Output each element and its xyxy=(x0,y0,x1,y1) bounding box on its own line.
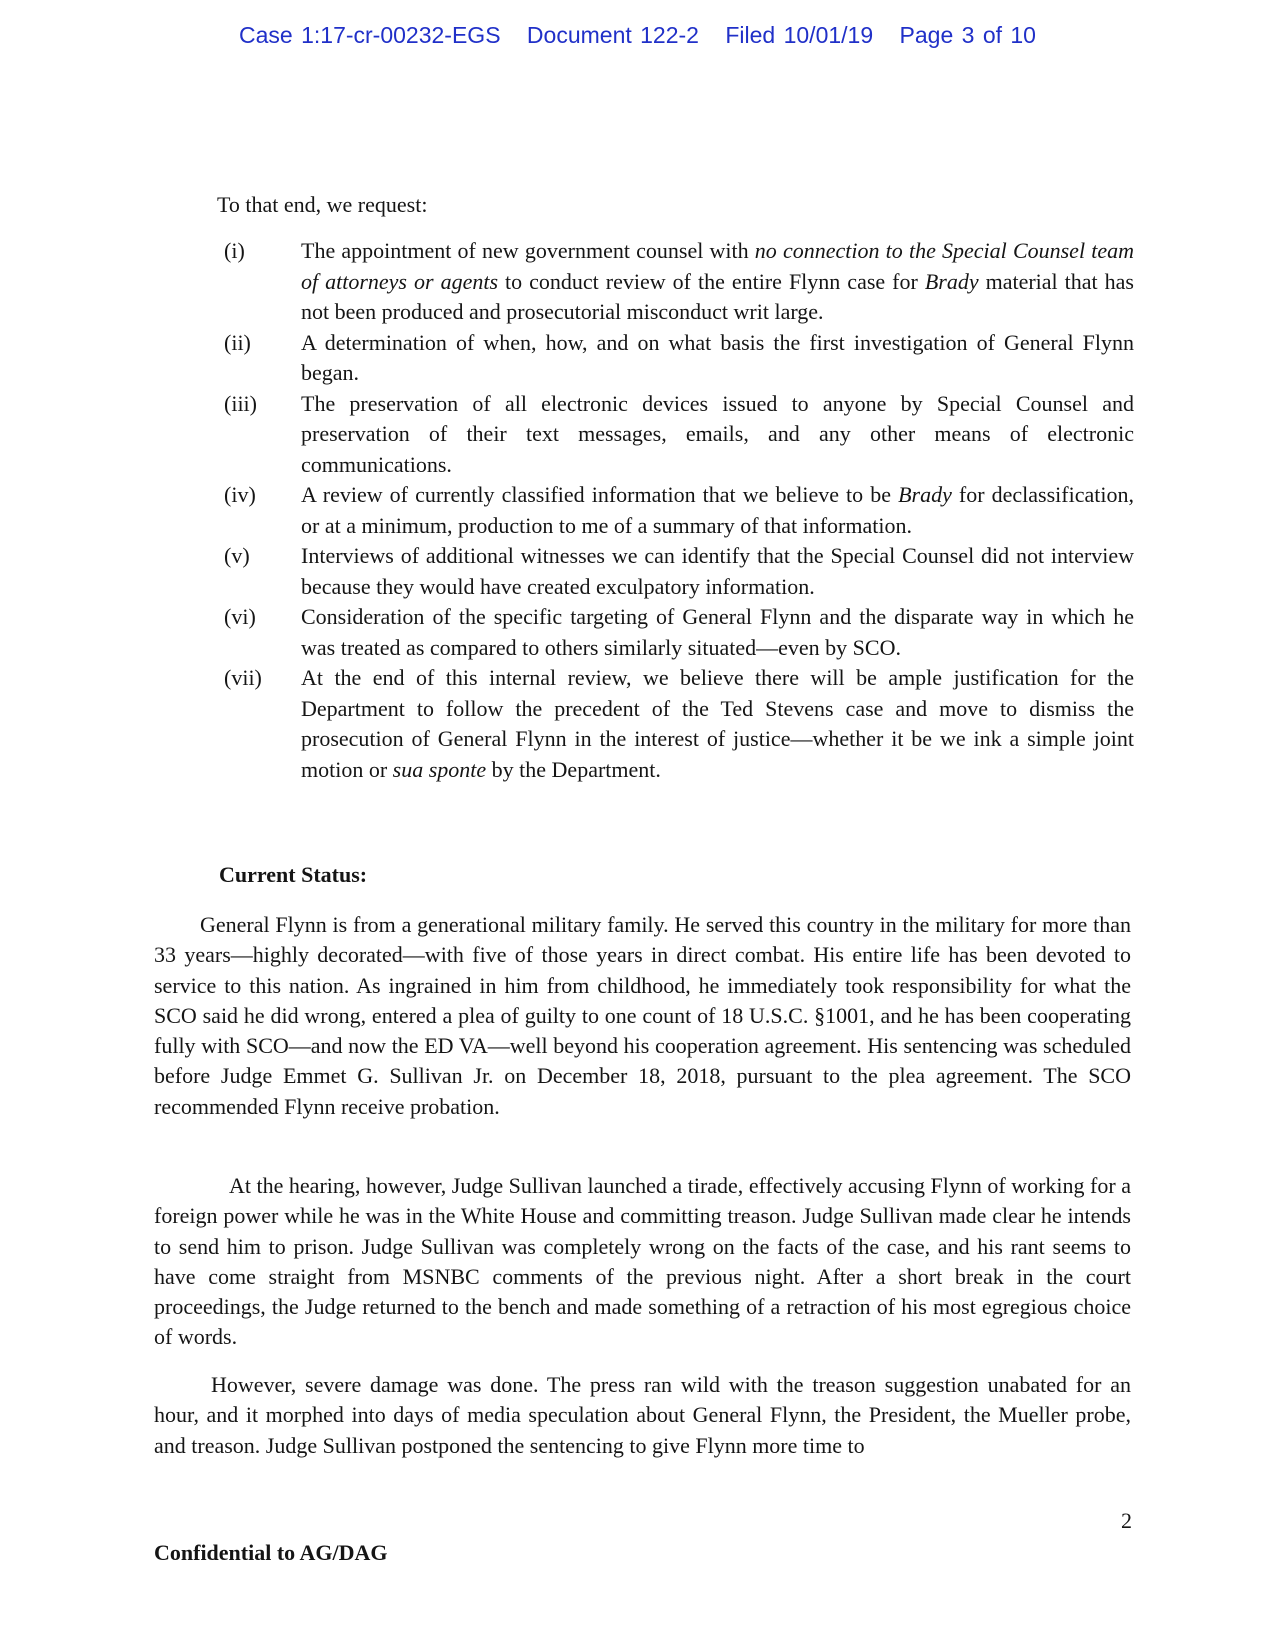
text-segment: for declassification, or at a minimum, production to me of a summary of that information. xyxy=(301,482,1134,538)
text-segment: At the end of this internal review, we believe there will be ample justification for the Department to follow the precedent of the Ted Stevens case and move to dismiss the prosecution of General Flynn in the interest of justice—whether it be we ink a simple joint motion or xyxy=(301,665,1134,782)
paragraph: However, severe damage was done. The press ran wild with the treason suggestion unabated for an hour, and it morphed into days of media speculation about General Flynn, the President, the Mueller probe, and treason. Judge Sullivan postponed the sentencing to give Flynn more time to xyxy=(154,1372,1131,1458)
request-number: (vii) xyxy=(224,665,262,690)
emphasis-text: sua sponte xyxy=(392,756,487,782)
request-item xyxy=(224,663,1134,785)
text-segment: A review of currently classified information that we believe to be xyxy=(301,482,899,507)
page-number: 2 xyxy=(1121,1508,1132,1533)
request-number: (iv) xyxy=(224,482,256,507)
text-segment: Consideration of the specific targeting of General Flynn and the disparate way in which he was treated as compared to others similarly situated—even by SCO. xyxy=(301,604,1134,660)
request-text xyxy=(301,541,1134,602)
request-text xyxy=(301,328,1134,389)
request-text xyxy=(301,663,1134,785)
document-number: Document 122-2 xyxy=(526,22,699,48)
filed-date: Filed 10/01/19 xyxy=(725,22,874,48)
request-list xyxy=(224,236,1134,785)
request-item xyxy=(224,389,1134,481)
text-segment: The appointment of new government counsel with xyxy=(301,238,755,263)
text-segment: Interviews of additional witnesses we can identify that the Special Counsel did not interview because they would have created exculpatory information. xyxy=(301,543,1134,599)
section-heading: Current Status: xyxy=(219,862,368,887)
request-item xyxy=(224,236,1134,328)
request-text xyxy=(301,236,1134,328)
request-item xyxy=(224,328,1134,389)
request-text xyxy=(301,480,1134,541)
request-number: (vi) xyxy=(224,604,256,629)
request-number: (i) xyxy=(224,238,245,263)
emphasis-text: no connection to the Special Counsel team of attorneys or agents xyxy=(301,238,1134,294)
request-item xyxy=(224,602,1134,663)
request-item xyxy=(224,480,1134,541)
request-number: (iii) xyxy=(224,390,257,416)
emphasis-text: Brady xyxy=(898,482,952,507)
request-number: (v) xyxy=(224,543,250,568)
footer-confidential: Confidential to AG/DAG xyxy=(154,1540,388,1565)
text-segment: by the Department. xyxy=(486,756,661,782)
text-segment: The preservation of all electronic devices issued to anyone by Special Counsel and preservation of their text messages, emails, and any other means of electronic communications. xyxy=(301,390,1134,477)
paragraph: At the hearing, however, Judge Sullivan launched a tirade, effectively accusing Flynn of working for a foreign power while he was in the White House and committing treason. Judge Sullivan made clear he intends to send him to prison. Judge Sullivan was completely wrong on the facts of the case, and his rant seems to have come straight from MSNBC comments of the previous night. After a short break in the court proceedings, the Judge returned to the bench and made something of a retraction of his most egregious choice of words. xyxy=(154,1173,1131,1350)
text-segment: A determination of when, how, and on what basis the first investigation of General Flynn began. xyxy=(301,329,1134,385)
text-segment: to conduct review of the entire Flynn case for xyxy=(498,268,925,294)
case-header xyxy=(0,22,1275,49)
text-segment: material that has not been produced and prosecutorial misconduct writ large. xyxy=(301,268,1134,324)
request-text xyxy=(301,602,1134,663)
page-indicator: Page 3 of 10 xyxy=(899,22,1036,48)
request-text xyxy=(301,389,1134,481)
request-number: (ii) xyxy=(224,329,251,355)
emphasis-text: Brady xyxy=(924,268,979,294)
intro-text: To that end, we request: xyxy=(217,192,428,217)
request-item xyxy=(224,541,1134,602)
case-number: Case 1:17-cr-00232-EGS xyxy=(239,22,501,48)
paragraph: General Flynn is from a generational military family. He served this country in the military for more than 33 years—highly decorated—with five of those years in direct combat. His entire life has been devoted to service to this nation. As ingrained in him from childhood, he immediately took responsibility for what the SCO said he did wrong, entered a plea of guilty to one count of 18 U.S.C. §1001, and he has been cooperating fully with SCO—and now the ED VA—well beyond his cooperation agreement. His sentencing was scheduled before Judge Emmet G. Sullivan Jr. on December 18, 2018, pursuant to the plea agreement. The SCO recommended Flynn receive probation. xyxy=(154,912,1131,1119)
